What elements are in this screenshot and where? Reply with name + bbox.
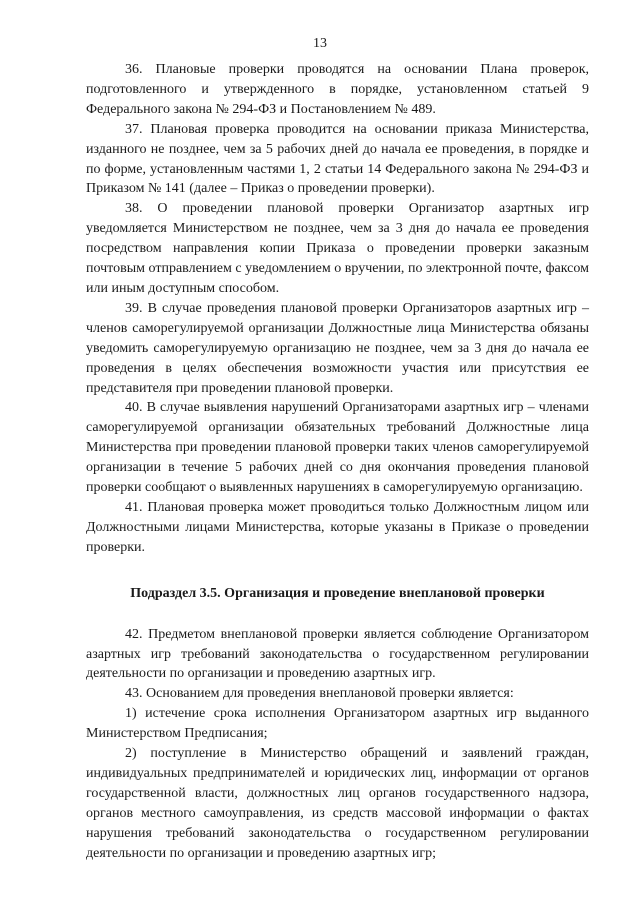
page-number: 13 xyxy=(313,36,327,51)
subsection-heading: Подраздел 3.5. Организация и проведение внеплановой проверки xyxy=(130,585,545,601)
paragraph-43-item-2: 2) поступление в Министерство обращений и заявлений граждан, индивидуальных предпринимателей и юридических лиц, информации от органов государственной власти, должностных лиц органов государственного надзора, органов местного самоуправления, из средств массовой информации о фактах нарушения требований законодательства о государственном регулировании деятельности по организации и проведению азартных игр; xyxy=(86,746,589,861)
paragraph-42: 42. Предметом внеплановой проверки является соблюдение Организатором азартных игр требований законодательства о государственном регулировании деятельности по организации и проведению азартных игр. xyxy=(86,626,589,682)
paragraph-37: 37. Плановая проверка проводится на основании приказа Министерства, изданного не позднее, чем за 5 рабочих дней до начала ее проведения, в порядке и по форме, установленным частями 1, 2 статьи 14 Федерального закона № 294-ФЗ и Приказом № 141 (далее – Приказ о проведении проверки). xyxy=(86,121,589,197)
paragraph-39: 39. В случае проведения плановой проверки Организаторов азартных игр – членов саморегулируемой организации Должностные лица Министерства обязаны уведомить саморегулируемую организацию не позднее, чем за 3 дня до начала ее проведения в целях обеспечения возможности участия или присутствия ее представителя при проведении плановой проверки. xyxy=(86,300,589,396)
document-body xyxy=(86,60,589,864)
paragraph-43-item-1: 1) истечение срока исполнения Организатором азартных игр выданного Министерством Предписания; xyxy=(86,706,589,742)
paragraph-40: 40. В случае выявления нарушений Организаторами азартных игр – членами саморегулируемой организации обязательных требований Должностные лица Министерства при проведении плановой проверки таких членов саморегулируемой организации в течение 5 рабочих дней со дня окончания проведения плановой проверки сообщают о выявленных нарушениях в саморегулируемую организацию. xyxy=(86,400,589,496)
paragraph-38: 38. О проведении плановой проверки Организатор азартных игр уведомляется Министерством не позднее, чем за 3 дня до начала ее проведения посредством направления копии Приказа о проведении проверки заказным почтовым отправлением с уведомлением о вручении, по электронной почте, факсом или иным доступным способом. xyxy=(86,201,589,296)
paragraph-36: 36. Плановые проверки проводятся на основании Плана проверок, подготовленного и утвержденного в порядке, установленном статьей 9 Федерального закона № 294-ФЗ и Постановлением № 489. xyxy=(86,62,589,117)
paragraph-43: 43. Основанием для проведения внеплановой проверки является: xyxy=(125,686,514,702)
paragraph-41: 41. Плановая проверка может проводиться только Должностным лицом или Должностными лицами Министерства, которые указаны в Приказе о проведении проверки. xyxy=(86,499,589,555)
